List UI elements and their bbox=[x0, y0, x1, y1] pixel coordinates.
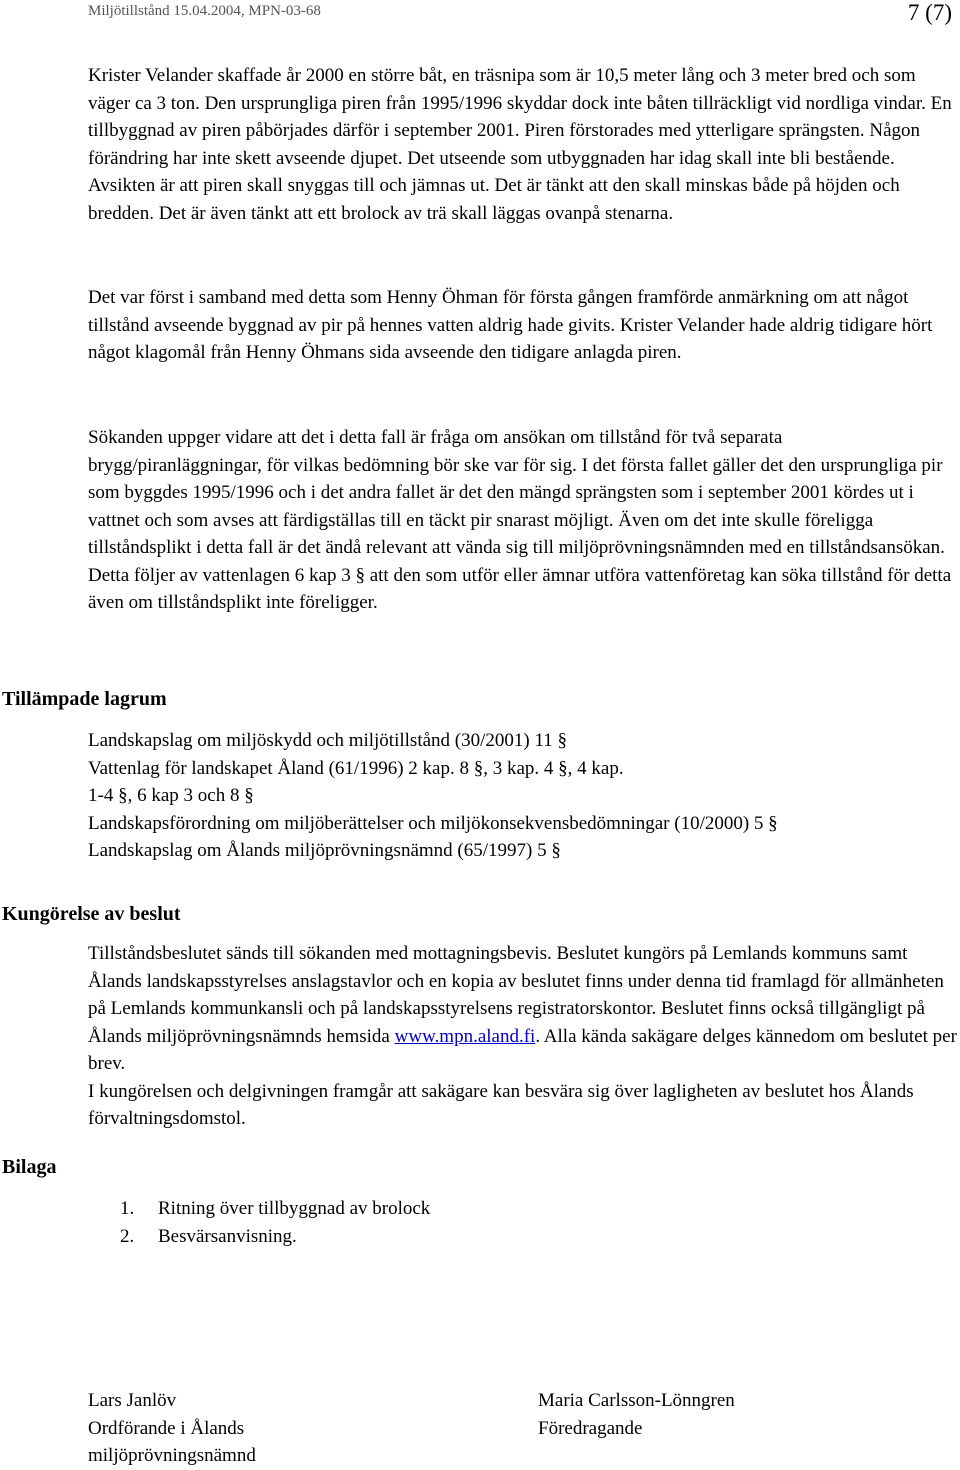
kungorelse-text-after: . Alla kända sakägare delges kännedom om beslutet per brev. bbox=[88, 1025, 957, 1074]
kungorelse-text-before: Tillståndsbeslutet sänds till sökanden med mottagningsbevis. Beslutet kungörs på Lemlands kommuns samt Ålands landskapsstyrelses anslagstavlor och en kopia av beslutet finns under denna tid framlagd för allmänheten på Lemlands kommunkansli och på landskapsstyrelsens registratorskontor. Beslutet finns också tillgängligt på Ålands miljöprövningsnämnds hemsida bbox=[88, 943, 944, 1047]
attachment-number: 2. bbox=[120, 1225, 135, 1247]
law-reference-line: Landskapslag om miljöskydd och miljötillstånd (30/2001) 11 § bbox=[88, 730, 568, 751]
page-number: 7 (7) bbox=[907, 0, 952, 25]
attachment-text: Besvärsanvisning. bbox=[158, 1225, 297, 1247]
signature-right bbox=[538, 1387, 735, 1442]
kungorelse-paragraph bbox=[88, 940, 960, 1133]
kungorelse-text bbox=[88, 940, 960, 1078]
kungorelse-text-2: I kungörelsen och delgivningen framgår att sakägare kan besvära sig över lagligheten av beslutet hos Ålands förvaltningsdomstol. bbox=[88, 1080, 914, 1129]
section-heading-tillampade: Tillämpade lagrum bbox=[2, 688, 167, 710]
attachment-item bbox=[120, 1195, 430, 1223]
intro-paragraph bbox=[88, 62, 960, 227]
attachment-number: 1. bbox=[120, 1198, 135, 1219]
signature-title: miljöprövningsnämnd bbox=[88, 1445, 256, 1466]
law-reference-line: Vattenlag för landskapet Åland (61/1996) 2 kap. 8 §, 3 kap. 4 §, 4 kap. bbox=[88, 757, 624, 779]
signature-title: Ordförande i Ålands bbox=[88, 1417, 245, 1439]
law-references bbox=[88, 727, 778, 865]
website-link[interactable]: www.mpn.aland.fi bbox=[394, 1025, 536, 1047]
attachment-list bbox=[120, 1195, 430, 1250]
intro-text: Krister Velander skaffade år 2000 en större båt, en träsnipa som är 10,5 meter lång och 3 meter bred och som väger ca 3 ton. Den ursprungliga piren från 1995/1996 skyddar dock inte båten tillräckligt vid nordliga vindar. En tillbyggnad av piren påbörjades därför i september 2001. Piren förstorades med ytterligare sprängsten. Någon förändring har inte skett avseende djupet. Det utseende som utbyggnaden har idag skall inte bli bestående. Avsikten är att piren skall snyggas till och jämnas ut. Det är tänkt att den skall minskas både på höjden och bredden. Det är även tänkt att ett brolock av trä skall läggas ovanpå stenarna. bbox=[88, 65, 952, 224]
header-doc-ref: Miljötillstånd 15.04.2004, MPN-03-68 bbox=[88, 3, 321, 19]
paragraph-2-text: Det var först i samband med detta som Henny Öhman för första gången framförde anmärkning om att något tillstånd avseende byggnad av pir på hennes vatten aldrig hade givits. Krister Velander hade aldrig tidigare hört något klagomål från Henny Öhmans sida avseende den tidigare anlagda piren. bbox=[88, 287, 933, 363]
signature-left bbox=[88, 1387, 256, 1470]
paragraph-3 bbox=[88, 424, 960, 617]
paragraph-3-text: Sökanden uppger vidare att det i detta fall är fråga om ansökan om tillstånd för två separata brygg/piranläggningar, för vilkas bedömning bör ske var för sig. I det första fallet gäller det den ursprungliga pir som byggdes 1995/1996 och i det andra fallet är det den mängd sprängsten som i september 2001 kördes ut i vattnet och som avses att färdigställas till en täckt pir snarast möjligt. Även om det inte skulle föreligga tillståndsplikt i detta fall är det ändå relevant att vända sig till miljöprövningsnämnden med en tillståndsansökan. Detta följer av vattenlagen 6 kap 3 § att den som utför eller ämnar utföra vattenföretag kan söka tillstånd för detta även om tillståndsplikt inte föreligger. bbox=[88, 427, 952, 613]
signature-title: Föredragande bbox=[538, 1417, 643, 1439]
attachment-text: Ritning över tillbyggnad av brolock bbox=[158, 1198, 431, 1219]
signature-name: Maria Carlsson-Lönngren bbox=[538, 1390, 735, 1411]
law-reference-line: 1-4 §, 6 kap 3 och 8 § bbox=[88, 785, 254, 806]
law-reference-line: Landskapsförordning om miljöberättelser och miljökonsekvensbedömningar (10/2000) 5 § bbox=[88, 812, 778, 834]
signature-name: Lars Janlöv bbox=[88, 1390, 177, 1411]
paragraph-2 bbox=[88, 284, 960, 367]
section-heading-bilaga: Bilaga bbox=[2, 1156, 57, 1178]
law-reference-line: Landskapslag om Ålands miljöprövningsnämnd (65/1997) 5 § bbox=[88, 840, 561, 861]
section-heading-kungorelse: Kungörelse av beslut bbox=[2, 903, 181, 925]
attachment-item bbox=[120, 1223, 430, 1251]
